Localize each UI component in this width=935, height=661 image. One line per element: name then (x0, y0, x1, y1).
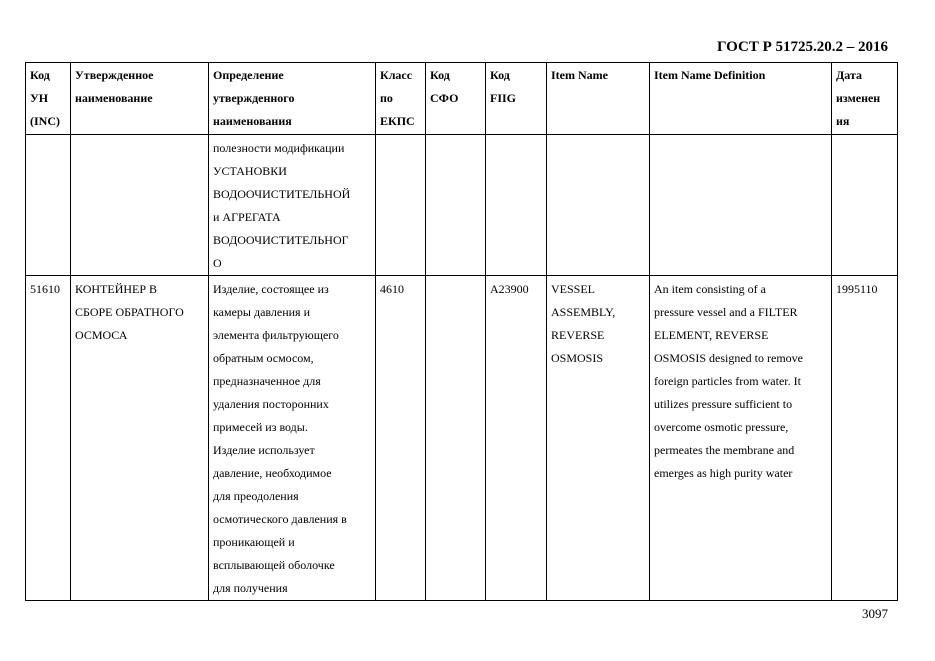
column-header-line: Класс (380, 68, 413, 82)
column-header-line: Определение (213, 68, 284, 82)
cell-text-line: foreign particles from water. It (654, 374, 801, 388)
cell-text-line: СБОРЕ ОБРАТНОГО (75, 305, 184, 319)
cell-sfo-code (426, 276, 486, 601)
column-header-change-date (832, 63, 898, 135)
cell-class-ekps: 4610 (376, 276, 426, 601)
column-header-line: Item Name (551, 68, 608, 82)
cell-text-line: О (213, 256, 222, 270)
cell-class-ekps (376, 135, 426, 276)
cell-text-line: OSMOSIS (551, 351, 604, 365)
column-header-line: изменен (836, 91, 881, 105)
cell-definition (209, 135, 376, 276)
cell-change-date (832, 135, 898, 276)
table-header-row (26, 63, 898, 135)
document-title: ГОСТ Р 51725.20.2 – 2016 (716, 39, 888, 55)
cell-sfo-code (426, 135, 486, 276)
column-header-approved-name (71, 63, 209, 135)
cell-text-line: элемента фильтрующего (213, 328, 339, 342)
cell-item-name-definition (650, 276, 832, 601)
cell-text-line: ОСМОСА (75, 328, 128, 342)
column-header-fiig-code (486, 63, 547, 135)
cell-text-line: ВОДООЧИСТИТЕЛЬНОГ (213, 233, 349, 247)
cell-text-line: REVERSE (551, 328, 605, 342)
column-header-sfo-code (426, 63, 486, 135)
cell-inc (26, 135, 71, 276)
cell-text-line: примесей из воды. (213, 420, 308, 434)
cell-approved-name (71, 135, 209, 276)
column-header-inc (26, 63, 71, 135)
cell-text-line: OSMOSIS designed to remove (654, 351, 803, 365)
cell-text-line: An item consisting of a (654, 282, 766, 296)
cell-text-line: осмотического давления в (213, 512, 347, 526)
cell-text-line: emerges as high purity water (654, 466, 793, 480)
cell-item-name-definition (650, 135, 832, 276)
cell-text-line: ВОДООЧИСТИТЕЛЬНОЙ (213, 187, 351, 201)
column-header-line: Код (30, 68, 50, 82)
column-header-line: ЕКПС (380, 114, 415, 128)
cell-item-name (547, 135, 650, 276)
column-header-line: Item Name Definition (654, 68, 766, 82)
column-header-line: Код (430, 68, 450, 82)
cell-text-line: overcome osmotic pressure, (654, 420, 789, 434)
cell-fiig-code: A23900 (486, 276, 547, 601)
cell-definition (209, 276, 376, 601)
column-header-line: УН (30, 91, 49, 105)
registry-table (25, 62, 898, 601)
cell-text-line: обратным осмосом, (213, 351, 314, 365)
cell-text-line: камеры давления и (213, 305, 310, 319)
cell-text-line: давление, необходимое (213, 466, 332, 480)
cell-text-line: и АГРЕГАТА (213, 210, 281, 224)
cell-text-line: УСТАНОВКИ (213, 164, 287, 178)
column-header-item-name-definition (650, 63, 832, 135)
column-header-line: FIIG (490, 91, 517, 105)
column-header-line: наименования (213, 114, 292, 128)
table-row-continuation (26, 135, 898, 276)
cell-text-line: предназначенное для (213, 374, 321, 388)
page-number: 3097 (862, 606, 888, 621)
column-header-line: Дата (836, 68, 862, 82)
column-header-line: Код (490, 68, 510, 82)
cell-text-line: Изделие, состоящее из (213, 282, 329, 296)
column-header-line: по (380, 91, 393, 105)
column-header-line: Утвержденное (75, 68, 154, 82)
cell-fiig-code (486, 135, 547, 276)
column-header-line: наименование (75, 91, 153, 105)
cell-text-line: permeates the membrane and (654, 443, 795, 457)
cell-text-line: Изделие использует (213, 443, 315, 457)
cell-text-line: всплывающей оболочке (213, 558, 335, 572)
cell-text-line: удаления посторонних (213, 397, 329, 411)
cell-text-line: полезности модификации (213, 141, 345, 155)
table-row (26, 276, 898, 601)
cell-text-line: проникающей и (213, 535, 295, 549)
cell-text-line: КОНТЕЙНЕР В (75, 282, 158, 296)
cell-text-line: VESSEL (551, 282, 596, 296)
column-header-item-name (547, 63, 650, 135)
cell-text-line: для получения (213, 581, 288, 595)
cell-approved-name (71, 276, 209, 601)
cell-text-line: ASSEMBLY, (551, 305, 616, 319)
cell-text-line: pressure vessel and a FILTER (654, 305, 798, 319)
column-header-line: ия (836, 114, 850, 128)
cell-change-date: 1995110 (832, 276, 898, 601)
cell-text-line: ELEMENT, REVERSE (654, 328, 769, 342)
cell-inc: 51610 (26, 276, 71, 601)
column-header-line: (INC) (30, 114, 60, 128)
column-header-definition (209, 63, 376, 135)
column-header-line: СФО (430, 91, 459, 105)
cell-text-line: utilizes pressure sufficient to (654, 397, 793, 411)
column-header-line: утвержденного (213, 91, 295, 105)
cell-item-name (547, 276, 650, 601)
column-header-class-ekps (376, 63, 426, 135)
cell-text-line: для преодоления (213, 489, 299, 503)
